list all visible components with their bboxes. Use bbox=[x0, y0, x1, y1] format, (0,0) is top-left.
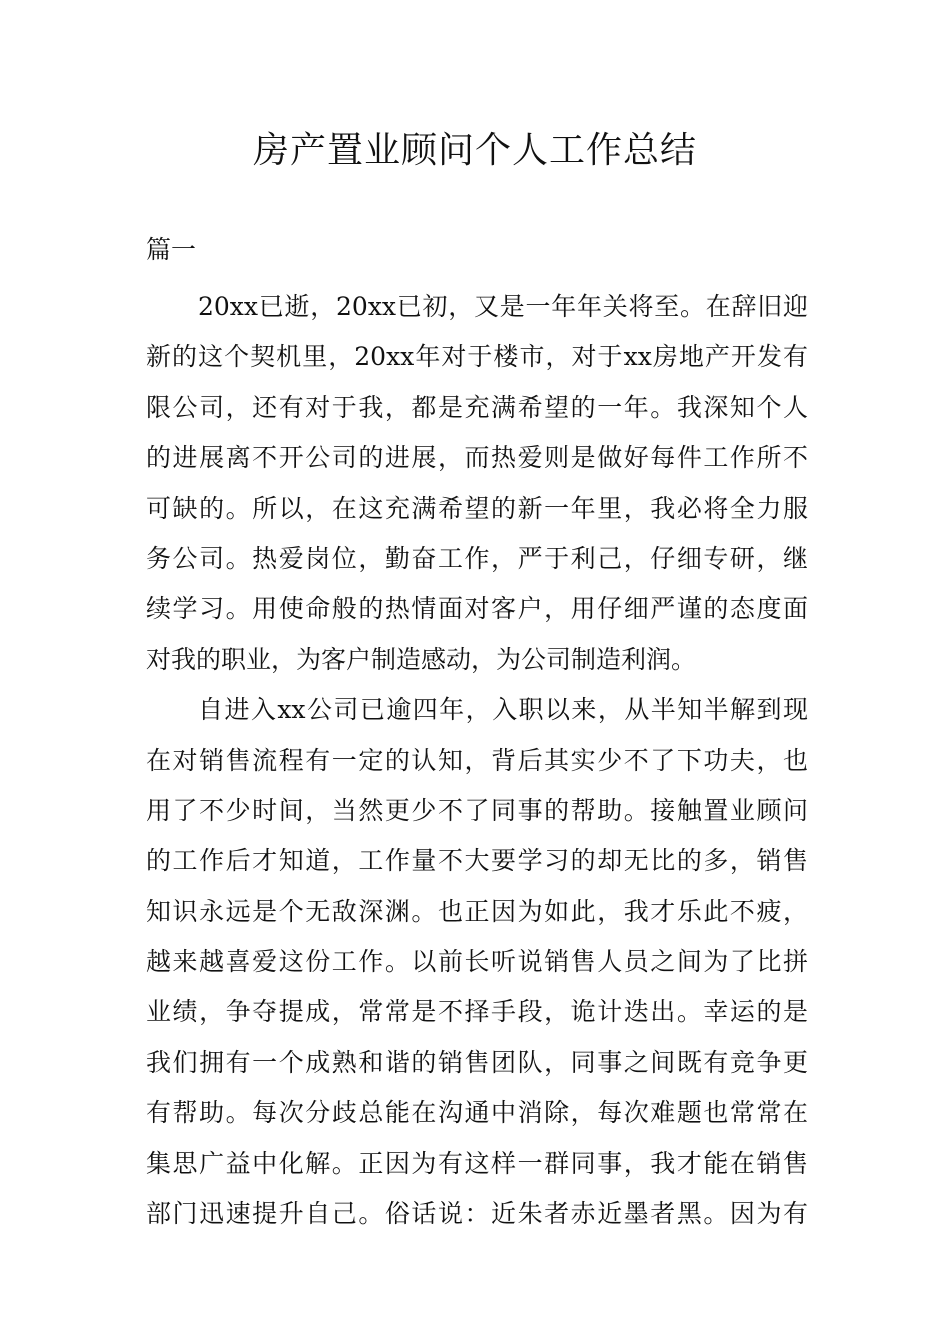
paragraph-2-line: 在对销售流程有一定的认知，背后其实少不了下功夫，也 bbox=[146, 745, 808, 775]
paragraph-1-line: 务公司。热爱岗位，勤奋工作，严于利己，仔细专研，继 bbox=[146, 543, 808, 573]
paragraph-2-line: 的工作后才知道，工作量不大要学习的却无比的多，销售 bbox=[146, 846, 808, 876]
paragraph-2-line: 用了不少时间，当然更少不了同事的帮助。接触置业顾问 bbox=[146, 795, 808, 825]
document-title: 房产置业顾问个人工作总结 bbox=[252, 130, 697, 171]
paragraph-2-line: 部门迅速提升自己。俗话说：近朱者赤近墨者黑。因为有 bbox=[146, 1199, 808, 1229]
paragraph-1-line: 可缺的。所以，在这充满希望的新一年里，我必将全力服 bbox=[146, 493, 808, 523]
paragraph-2-line: 集思广益中化解。正因为有这样一群同事，我才能在销售 bbox=[146, 1148, 808, 1178]
paragraph-2-line: 我们拥有一个成熟和谐的销售团队，同事之间既有竞争更 bbox=[146, 1047, 808, 1077]
paragraph-2-line: 自进入xx公司已逾四年，入职以来，从半知半解到现 bbox=[198, 695, 808, 725]
paragraph-2-line: 业绩，争夺提成，常常是不择手段，诡计迭出。幸运的是 bbox=[146, 997, 808, 1027]
paragraph-2-line: 知识永远是个无敌深渊。也正因为如此，我才乐此不疲， bbox=[146, 896, 808, 926]
paragraph-1-line: 对我的职业，为客户制造感动，为公司制造利润。 bbox=[146, 644, 697, 674]
section-label: 篇一 bbox=[146, 235, 197, 264]
paragraph-1-line: 限公司，还有对于我，都是充满希望的一年。我深知个人 bbox=[146, 392, 808, 422]
document-body bbox=[146, 282, 808, 1239]
paragraph-2-line: 有帮助。每次分歧总能在沟通中消除，每次难题也常常在 bbox=[146, 1098, 808, 1128]
paragraph-1-line: 的进展离不开公司的进展，而热爱则是做好每件工作所不 bbox=[146, 443, 808, 473]
paragraph-2-line: 越来越喜爱这份工作。以前长听说销售人员之间为了比拼 bbox=[146, 947, 808, 977]
paragraph-1-line: 续学习。用使命般的热情面对客户，用仔细严谨的态度面 bbox=[146, 594, 808, 624]
paragraph-1-line: 新的这个契机里，20xx年对于楼市，对于xx房地产开发有 bbox=[146, 342, 808, 372]
paragraph-1-line: 20xx已逝，20xx已初，又是一年年关将至。在辞旧迎 bbox=[198, 292, 808, 321]
